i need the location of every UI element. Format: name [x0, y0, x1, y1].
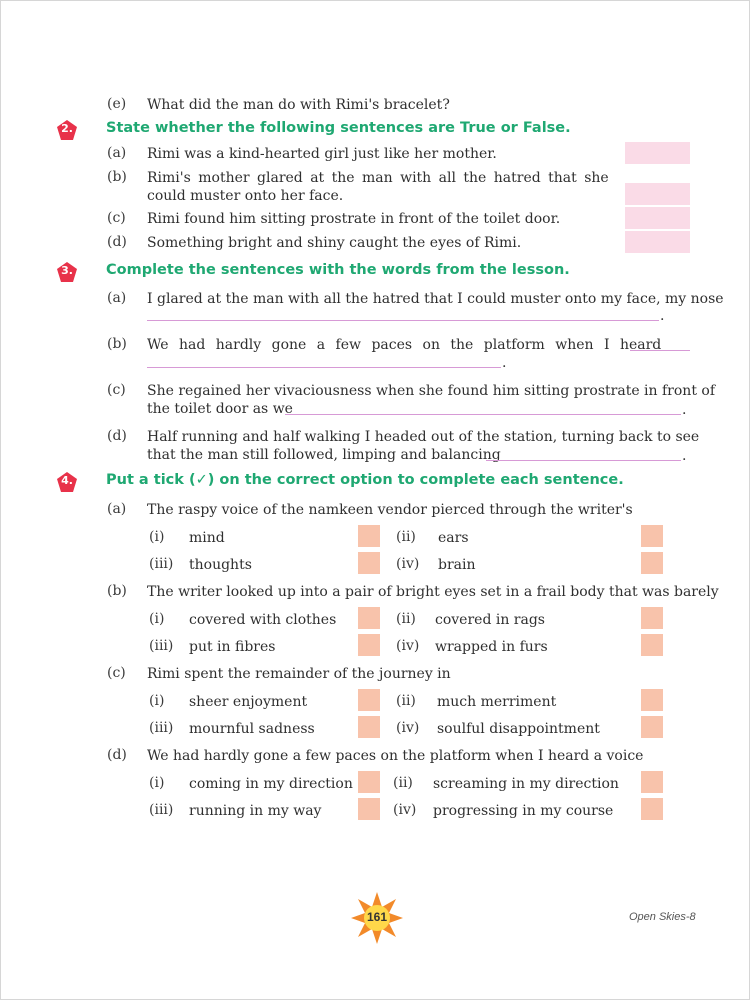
q4-b-opt1-text: covered with clothes: [189, 612, 337, 628]
q4-a-opt4-tickbox[interactable]: [641, 552, 663, 574]
q1-e-text: What did the man do with Rimi's bracelet?: [147, 97, 450, 113]
q4-a-opt1-text: mind: [189, 530, 225, 546]
q4-b-label: (b): [107, 583, 127, 599]
page-number-star: [349, 890, 405, 946]
q4-a-opt3-text: thoughts: [189, 557, 252, 573]
q4-b-opt4-text: wrapped in furs: [435, 639, 548, 655]
q3-d-blank-line[interactable]: [486, 460, 681, 461]
question-4-badge: [56, 471, 78, 493]
q4-a-opt3-tickbox[interactable]: [358, 552, 380, 574]
q2-d-label: (d): [107, 234, 127, 250]
book-title: Open Skies-8: [629, 911, 696, 923]
q4-b-opt3-label: (iii): [149, 638, 174, 654]
q4-b-opt4-label: (iv): [396, 638, 420, 654]
q4-b-opt1-label: (i): [149, 611, 165, 627]
q4-c-opt3-text: mournful sadness: [189, 721, 315, 737]
q3-a-text: I glared at the man with all the hatred that I could muster onto my face, my nose: [147, 291, 724, 307]
q2-a-text: Rimi was a kind-hearted girl just like her mother.: [147, 146, 497, 162]
q4-a-opt2-label: (ii): [396, 529, 416, 545]
q2-b-text-line2: could muster onto her face.: [147, 188, 344, 204]
question-4-heading: Put a tick (✓) on the correct option to complete each sentence.: [106, 472, 624, 488]
q4-b-opt1-tickbox[interactable]: [358, 607, 380, 629]
q4-d-opt1-text: coming in my direction: [189, 776, 353, 792]
q3-d-text-line2: that the man still followed, limping and balancing: [147, 447, 501, 463]
q4-c-opt1-tickbox[interactable]: [358, 689, 380, 711]
q4-d-opt3-text: running in my way: [189, 803, 322, 819]
q4-a-opt4-label: (iv): [396, 556, 420, 572]
q3-a-end: .: [660, 308, 665, 324]
q3-a-blank-line[interactable]: [147, 320, 659, 321]
q3-b-blank-line-1[interactable]: [630, 350, 690, 351]
q3-c-end: .: [682, 402, 687, 418]
q1-e-label: (e): [107, 96, 127, 112]
q4-b-opt4-tickbox[interactable]: [641, 634, 663, 656]
q3-d-label: (d): [107, 428, 127, 444]
q4-d-opt2-label: (ii): [393, 775, 413, 791]
q4-c-opt2-label: (ii): [396, 693, 416, 709]
question-4-number: 4.: [61, 474, 73, 487]
q3-c-text-line1: She regained her vivaciousness when she found him sitting prostrate in front of: [147, 383, 716, 399]
q3-a-label: (a): [107, 290, 127, 306]
q4-c-opt2-tickbox[interactable]: [641, 689, 663, 711]
q4-c-opt1-text: sheer enjoyment: [189, 694, 308, 710]
q4-c-stem: Rimi spent the remainder of the journey in: [147, 666, 451, 682]
question-2-badge: [56, 119, 78, 141]
q2-b-answer-box[interactable]: [625, 183, 690, 205]
q3-d-end: .: [682, 448, 687, 464]
q2-b-label: (b): [107, 169, 127, 185]
q4-a-opt2-text: ears: [438, 530, 469, 546]
q4-d-opt1-tickbox[interactable]: [358, 771, 380, 793]
q3-c-text-line2: the toilet door as we: [147, 401, 293, 417]
q2-b-text-line1: Rimi's mother glared at the man with all the hatred that she: [147, 170, 609, 186]
q4-b-opt3-tickbox[interactable]: [358, 634, 380, 656]
q4-a-opt1-tickbox[interactable]: [358, 525, 380, 547]
question-3-number: 3.: [61, 264, 73, 277]
question-2-number: 2.: [61, 122, 73, 135]
q4-d-opt3-tickbox[interactable]: [358, 798, 380, 820]
q4-c-label: (c): [107, 665, 126, 681]
q2-c-label: (c): [107, 210, 126, 226]
q4-d-opt4-text: progressing in my course: [433, 803, 614, 819]
q4-a-stem: The raspy voice of the namkeen vendor pierced through the writer's: [147, 502, 633, 518]
q4-d-stem: We had hardly gone a few paces on the platform when I heard a voice: [147, 748, 644, 764]
q3-b-label: (b): [107, 336, 127, 352]
q4-c-opt3-label: (iii): [149, 720, 174, 736]
q4-c-opt4-text: soulful disappointment: [437, 721, 600, 737]
q4-a-opt2-tickbox[interactable]: [641, 525, 663, 547]
q4-a-opt1-label: (i): [149, 529, 165, 545]
q4-a-opt3-label: (iii): [149, 556, 174, 572]
q4-c-opt4-tickbox[interactable]: [641, 716, 663, 738]
q2-c-answer-box[interactable]: [625, 207, 690, 229]
q4-d-opt4-tickbox[interactable]: [641, 798, 663, 820]
question-2-heading: State whether the following sentences are True or False.: [106, 120, 571, 136]
q4-a-opt4-text: brain: [438, 557, 476, 573]
q4-b-opt2-text: covered in rags: [435, 612, 545, 628]
q2-c-text: Rimi found him sitting prostrate in front of the toilet door.: [147, 211, 561, 227]
q3-b-end: .: [502, 355, 507, 371]
q4-c-opt3-tickbox[interactable]: [358, 716, 380, 738]
q4-d-label: (d): [107, 747, 127, 763]
q2-a-answer-box[interactable]: [625, 142, 690, 164]
q4-c-opt2-text: much merriment: [437, 694, 557, 710]
q4-b-opt3-text: put in fibres: [189, 639, 276, 655]
q2-d-text: Something bright and shiny caught the eyes of Rimi.: [147, 235, 522, 251]
q4-d-opt4-label: (iv): [393, 802, 417, 818]
question-3-heading: Complete the sentences with the words from the lesson.: [106, 262, 570, 278]
q4-d-opt3-label: (iii): [149, 802, 174, 818]
q4-d-opt2-text: screaming in my direction: [433, 776, 619, 792]
q4-b-stem: The writer looked up into a pair of bright eyes set in a frail body that was barely: [147, 584, 719, 600]
q3-c-blank-line[interactable]: [285, 414, 681, 415]
q4-c-opt1-label: (i): [149, 693, 165, 709]
q3-b-text: We had hardly gone a few paces on the platform when I heard: [147, 337, 662, 353]
q4-d-opt1-label: (i): [149, 775, 165, 791]
q4-a-label: (a): [107, 501, 127, 517]
question-3-badge: [56, 261, 78, 283]
q4-b-opt2-tickbox[interactable]: [641, 607, 663, 629]
q3-c-label: (c): [107, 382, 126, 398]
page-number: 161: [366, 910, 388, 924]
q2-a-label: (a): [107, 145, 127, 161]
q3-d-text-line1: Half running and half walking I headed out of the station, turning back to see: [147, 429, 700, 445]
q4-b-opt2-label: (ii): [396, 611, 416, 627]
q4-c-opt4-label: (iv): [396, 720, 420, 736]
q3-b-blank-line-2[interactable]: [147, 367, 501, 368]
q2-d-answer-box[interactable]: [625, 231, 690, 253]
q4-d-opt2-tickbox[interactable]: [641, 771, 663, 793]
